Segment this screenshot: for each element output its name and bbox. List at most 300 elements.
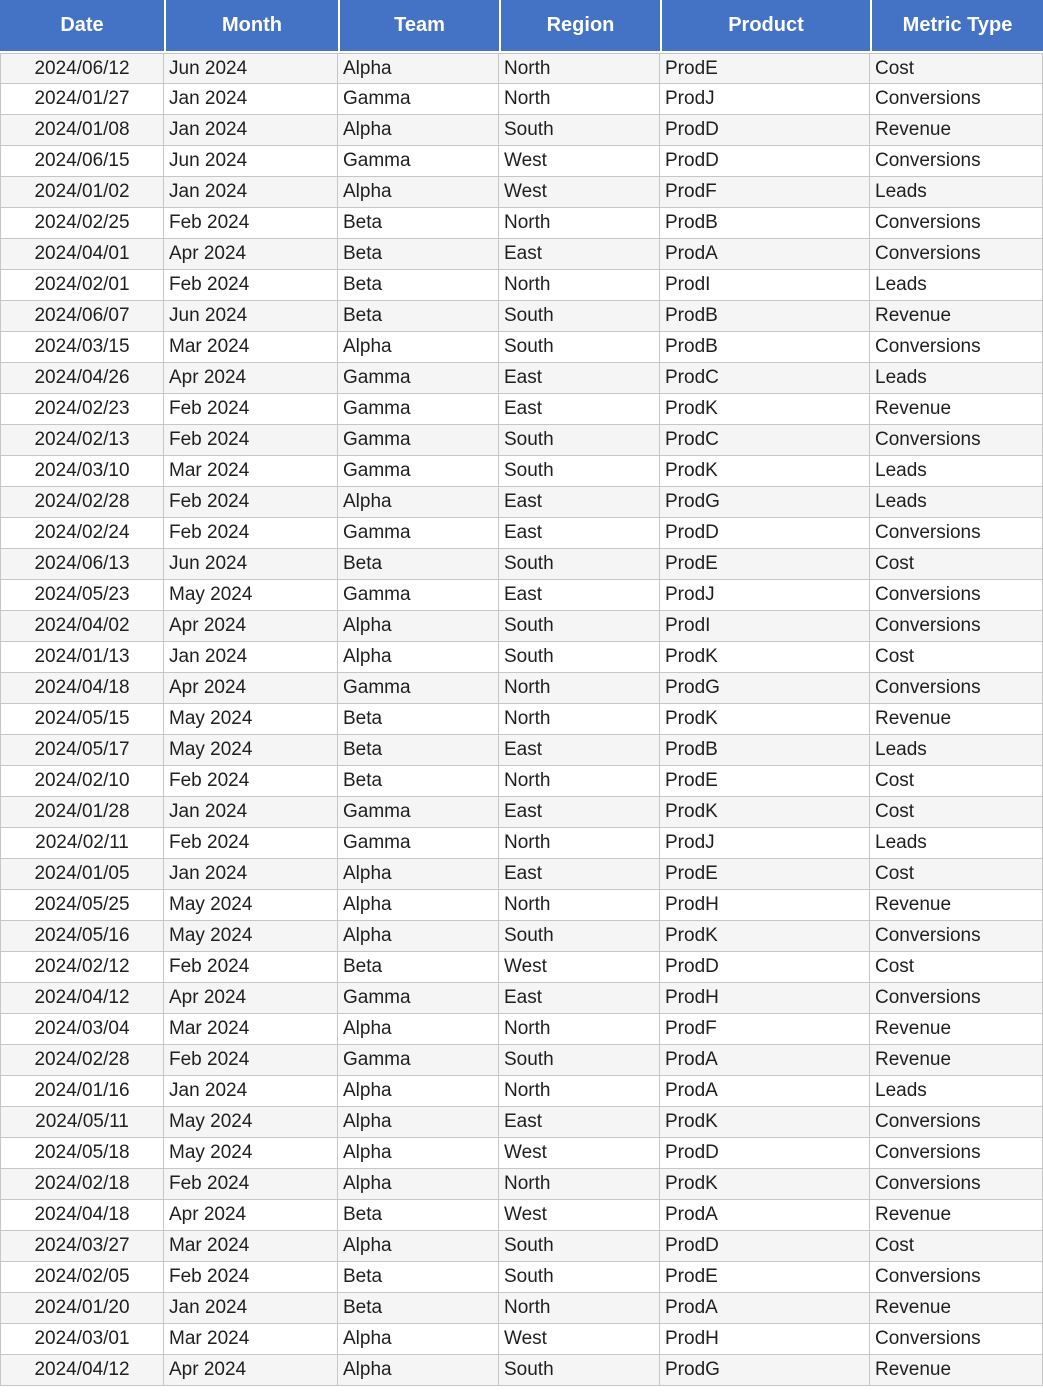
cell-month: Jan 2024 (164, 797, 338, 828)
cell-team: Alpha (338, 1324, 499, 1355)
cell-date: 2024/04/12 (0, 1355, 164, 1386)
cell-month: Jan 2024 (164, 1076, 338, 1107)
cell-region: West (499, 1200, 660, 1231)
cell-team: Alpha (338, 332, 499, 363)
cell-region: South (499, 1262, 660, 1293)
cell-region: East (499, 394, 660, 425)
cell-date: 2024/03/10 (0, 456, 164, 487)
cell-region: East (499, 1107, 660, 1138)
cell-month: Feb 2024 (164, 208, 338, 239)
cell-month: May 2024 (164, 921, 338, 952)
cell-date: 2024/02/28 (0, 1045, 164, 1076)
cell-product: ProdG (660, 1355, 870, 1386)
cell-date: 2024/01/27 (0, 84, 164, 115)
cell-product: ProdF (660, 177, 870, 208)
cell-team: Alpha (338, 642, 499, 673)
cell-metric-type: Leads (870, 487, 1043, 518)
cell-region: North (499, 890, 660, 921)
cell-region: West (499, 177, 660, 208)
table-row (0, 611, 1043, 642)
table-row (0, 673, 1043, 704)
cell-date: 2024/03/04 (0, 1014, 164, 1045)
cell-month: Jan 2024 (164, 642, 338, 673)
cell-date: 2024/01/13 (0, 642, 164, 673)
cell-date: 2024/01/08 (0, 115, 164, 146)
table-row (0, 363, 1043, 394)
table-row (0, 177, 1043, 208)
cell-date: 2024/01/02 (0, 177, 164, 208)
cell-team: Alpha (338, 921, 499, 952)
table-row (0, 115, 1043, 146)
cell-date: 2024/02/24 (0, 518, 164, 549)
cell-team: Gamma (338, 394, 499, 425)
cell-month: Feb 2024 (164, 828, 338, 859)
cell-team: Alpha (338, 1169, 499, 1200)
cell-metric-type: Conversions (870, 84, 1043, 115)
header-row (0, 0, 1043, 53)
cell-metric-type: Leads (870, 270, 1043, 301)
cell-month: Feb 2024 (164, 425, 338, 456)
cell-metric-type: Cost (870, 642, 1043, 673)
cell-month: Jan 2024 (164, 859, 338, 890)
cell-date: 2024/05/17 (0, 735, 164, 766)
table-row (0, 332, 1043, 363)
cell-date: 2024/02/13 (0, 425, 164, 456)
cell-product: ProdD (660, 1231, 870, 1262)
cell-date: 2024/06/07 (0, 301, 164, 332)
cell-date: 2024/04/18 (0, 673, 164, 704)
cell-month: Jan 2024 (164, 1293, 338, 1324)
cell-month: May 2024 (164, 580, 338, 611)
cell-product: ProdD (660, 115, 870, 146)
cell-metric-type: Revenue (870, 301, 1043, 332)
cell-date: 2024/01/28 (0, 797, 164, 828)
cell-metric-type: Conversions (870, 921, 1043, 952)
cell-metric-type: Cost (870, 952, 1043, 983)
cell-date: 2024/05/16 (0, 921, 164, 952)
cell-region: North (499, 828, 660, 859)
cell-metric-type: Revenue (870, 1045, 1043, 1076)
cell-team: Alpha (338, 1355, 499, 1386)
cell-month: Apr 2024 (164, 1355, 338, 1386)
cell-team: Gamma (338, 983, 499, 1014)
cell-team: Beta (338, 239, 499, 270)
cell-region: West (499, 1324, 660, 1355)
cell-month: Jun 2024 (164, 53, 338, 84)
cell-product: ProdA (660, 1293, 870, 1324)
cell-metric-type: Conversions (870, 580, 1043, 611)
column-header-month: Month (164, 0, 338, 53)
cell-metric-type: Leads (870, 363, 1043, 394)
table-row (0, 952, 1043, 983)
cell-month: Feb 2024 (164, 952, 338, 983)
cell-date: 2024/02/12 (0, 952, 164, 983)
cell-metric-type: Cost (870, 53, 1043, 84)
table-row (0, 642, 1043, 673)
cell-region: North (499, 766, 660, 797)
table-row (0, 890, 1043, 921)
table-row (0, 549, 1043, 580)
cell-metric-type: Conversions (870, 208, 1043, 239)
table-row (0, 394, 1043, 425)
cell-product: ProdH (660, 983, 870, 1014)
cell-date: 2024/05/15 (0, 704, 164, 735)
cell-date: 2024/04/18 (0, 1200, 164, 1231)
cell-region: South (499, 456, 660, 487)
cell-metric-type: Cost (870, 1231, 1043, 1262)
cell-month: Feb 2024 (164, 1045, 338, 1076)
cell-product: ProdE (660, 53, 870, 84)
cell-region: East (499, 580, 660, 611)
cell-date: 2024/03/01 (0, 1324, 164, 1355)
cell-metric-type: Leads (870, 177, 1043, 208)
cell-product: ProdJ (660, 828, 870, 859)
cell-team: Alpha (338, 890, 499, 921)
cell-team: Beta (338, 952, 499, 983)
cell-metric-type: Revenue (870, 890, 1043, 921)
cell-product: ProdK (660, 394, 870, 425)
cell-team: Beta (338, 766, 499, 797)
cell-metric-type: Conversions (870, 1169, 1043, 1200)
cell-region: North (499, 84, 660, 115)
cell-region: East (499, 487, 660, 518)
cell-region: North (499, 53, 660, 84)
cell-product: ProdE (660, 859, 870, 890)
cell-team: Gamma (338, 363, 499, 394)
cell-team: Beta (338, 1200, 499, 1231)
cell-metric-type: Revenue (870, 1355, 1043, 1386)
cell-metric-type: Conversions (870, 1324, 1043, 1355)
cell-region: South (499, 301, 660, 332)
table-header (0, 0, 1043, 53)
cell-team: Gamma (338, 84, 499, 115)
cell-date: 2024/02/28 (0, 487, 164, 518)
cell-region: South (499, 642, 660, 673)
cell-region: South (499, 1045, 660, 1076)
table-row (0, 208, 1043, 239)
cell-team: Beta (338, 1293, 499, 1324)
cell-region: North (499, 704, 660, 735)
cell-product: ProdB (660, 208, 870, 239)
cell-month: Apr 2024 (164, 611, 338, 642)
cell-team: Alpha (338, 53, 499, 84)
cell-team: Beta (338, 1262, 499, 1293)
cell-team: Alpha (338, 487, 499, 518)
table-row (0, 301, 1043, 332)
cell-date: 2024/04/12 (0, 983, 164, 1014)
cell-date: 2024/06/15 (0, 146, 164, 177)
cell-region: West (499, 1138, 660, 1169)
cell-date: 2024/05/18 (0, 1138, 164, 1169)
cell-product: ProdC (660, 425, 870, 456)
cell-metric-type: Conversions (870, 673, 1043, 704)
cell-product: ProdE (660, 766, 870, 797)
table-row (0, 146, 1043, 177)
cell-metric-type: Conversions (870, 983, 1043, 1014)
cell-product: ProdA (660, 239, 870, 270)
cell-month: Feb 2024 (164, 1169, 338, 1200)
cell-region: East (499, 518, 660, 549)
cell-team: Gamma (338, 425, 499, 456)
cell-month: May 2024 (164, 704, 338, 735)
table-row (0, 828, 1043, 859)
cell-metric-type: Leads (870, 456, 1043, 487)
cell-team: Gamma (338, 673, 499, 704)
cell-metric-type: Leads (870, 735, 1043, 766)
cell-date: 2024/01/20 (0, 1293, 164, 1324)
cell-team: Gamma (338, 580, 499, 611)
table-row (0, 983, 1043, 1014)
cell-product: ProdI (660, 611, 870, 642)
cell-product: ProdJ (660, 84, 870, 115)
cell-month: Apr 2024 (164, 983, 338, 1014)
cell-month: Mar 2024 (164, 456, 338, 487)
table-row (0, 1231, 1043, 1262)
cell-month: Apr 2024 (164, 363, 338, 394)
cell-metric-type: Leads (870, 828, 1043, 859)
cell-metric-type: Revenue (870, 1293, 1043, 1324)
cell-month: Jun 2024 (164, 146, 338, 177)
cell-month: Jun 2024 (164, 549, 338, 580)
column-header-date: Date (0, 0, 164, 53)
cell-month: Jan 2024 (164, 115, 338, 146)
cell-team: Alpha (338, 115, 499, 146)
cell-metric-type: Conversions (870, 332, 1043, 363)
cell-product: ProdF (660, 1014, 870, 1045)
cell-team: Alpha (338, 1107, 499, 1138)
cell-region: North (499, 208, 660, 239)
table-row (0, 1138, 1043, 1169)
cell-date: 2024/02/10 (0, 766, 164, 797)
table-row (0, 580, 1043, 611)
cell-date: 2024/02/01 (0, 270, 164, 301)
cell-region: South (499, 1231, 660, 1262)
cell-team: Gamma (338, 146, 499, 177)
cell-month: Apr 2024 (164, 673, 338, 704)
cell-date: 2024/05/25 (0, 890, 164, 921)
cell-month: May 2024 (164, 1107, 338, 1138)
cell-region: South (499, 921, 660, 952)
cell-product: ProdB (660, 301, 870, 332)
table-row (0, 704, 1043, 735)
table-row (0, 53, 1043, 84)
cell-region: North (499, 1293, 660, 1324)
table-row (0, 1169, 1043, 1200)
cell-metric-type: Conversions (870, 425, 1043, 456)
cell-product: ProdJ (660, 580, 870, 611)
cell-metric-type: Cost (870, 859, 1043, 890)
cell-region: North (499, 1076, 660, 1107)
cell-team: Beta (338, 301, 499, 332)
cell-product: ProdG (660, 487, 870, 518)
cell-date: 2024/06/12 (0, 53, 164, 84)
cell-metric-type: Revenue (870, 394, 1043, 425)
cell-region: North (499, 1169, 660, 1200)
cell-team: Alpha (338, 1076, 499, 1107)
cell-metric-type: Conversions (870, 1262, 1043, 1293)
cell-product: ProdK (660, 704, 870, 735)
cell-region: West (499, 146, 660, 177)
cell-metric-type: Cost (870, 766, 1043, 797)
cell-month: May 2024 (164, 890, 338, 921)
cell-team: Alpha (338, 177, 499, 208)
cell-product: ProdK (660, 642, 870, 673)
table-row (0, 487, 1043, 518)
cell-team: Alpha (338, 1014, 499, 1045)
cell-team: Beta (338, 735, 499, 766)
column-header-product: Product (660, 0, 870, 53)
cell-date: 2024/05/11 (0, 1107, 164, 1138)
cell-region: East (499, 983, 660, 1014)
table-row (0, 1355, 1043, 1386)
cell-product: ProdB (660, 332, 870, 363)
cell-team: Alpha (338, 611, 499, 642)
cell-team: Alpha (338, 1138, 499, 1169)
cell-date: 2024/06/13 (0, 549, 164, 580)
table-row (0, 1076, 1043, 1107)
cell-product: ProdE (660, 1262, 870, 1293)
cell-date: 2024/03/27 (0, 1231, 164, 1262)
cell-region: North (499, 673, 660, 704)
cell-region: East (499, 239, 660, 270)
cell-team: Gamma (338, 518, 499, 549)
cell-product: ProdD (660, 518, 870, 549)
cell-metric-type: Revenue (870, 704, 1043, 735)
cell-month: Mar 2024 (164, 1324, 338, 1355)
cell-month: Jun 2024 (164, 301, 338, 332)
cell-month: Feb 2024 (164, 766, 338, 797)
cell-region: South (499, 115, 660, 146)
table-row (0, 239, 1043, 270)
cell-month: May 2024 (164, 735, 338, 766)
cell-date: 2024/04/01 (0, 239, 164, 270)
table-row (0, 425, 1043, 456)
column-header-team: Team (338, 0, 499, 53)
cell-region: West (499, 952, 660, 983)
cell-date: 2024/02/11 (0, 828, 164, 859)
cell-team: Gamma (338, 828, 499, 859)
cell-team: Gamma (338, 1045, 499, 1076)
cell-region: South (499, 425, 660, 456)
cell-product: ProdG (660, 673, 870, 704)
cell-date: 2024/04/26 (0, 363, 164, 394)
cell-metric-type: Conversions (870, 518, 1043, 549)
cell-team: Alpha (338, 859, 499, 890)
cell-metric-type: Revenue (870, 115, 1043, 146)
table-row (0, 1324, 1043, 1355)
table-row (0, 1293, 1043, 1324)
table-row (0, 1045, 1043, 1076)
cell-metric-type: Leads (870, 1076, 1043, 1107)
table-row (0, 1107, 1043, 1138)
cell-product: ProdK (660, 797, 870, 828)
cell-date: 2024/02/18 (0, 1169, 164, 1200)
cell-product: ProdD (660, 146, 870, 177)
cell-product: ProdB (660, 735, 870, 766)
cell-month: Mar 2024 (164, 332, 338, 363)
cell-team: Gamma (338, 797, 499, 828)
cell-month: Feb 2024 (164, 518, 338, 549)
cell-month: Mar 2024 (164, 1014, 338, 1045)
cell-month: Feb 2024 (164, 1262, 338, 1293)
cell-product: ProdD (660, 952, 870, 983)
table-row (0, 921, 1043, 952)
cell-region: South (499, 1355, 660, 1386)
cell-month: Jan 2024 (164, 84, 338, 115)
cell-date: 2024/01/16 (0, 1076, 164, 1107)
table-row (0, 456, 1043, 487)
cell-team: Beta (338, 208, 499, 239)
cell-region: East (499, 859, 660, 890)
cell-region: South (499, 332, 660, 363)
cell-date: 2024/04/02 (0, 611, 164, 642)
cell-month: Feb 2024 (164, 270, 338, 301)
table-row (0, 518, 1043, 549)
cell-region: East (499, 735, 660, 766)
cell-month: May 2024 (164, 1138, 338, 1169)
table-row (0, 1200, 1043, 1231)
cell-region: East (499, 363, 660, 394)
cell-date: 2024/02/25 (0, 208, 164, 239)
table-row (0, 1262, 1043, 1293)
cell-product: ProdA (660, 1076, 870, 1107)
cell-month: Feb 2024 (164, 487, 338, 518)
cell-product: ProdH (660, 1324, 870, 1355)
cell-product: ProdK (660, 1169, 870, 1200)
cell-region: South (499, 611, 660, 642)
cell-metric-type: Conversions (870, 239, 1043, 270)
cell-date: 2024/02/23 (0, 394, 164, 425)
table-row (0, 735, 1043, 766)
cell-date: 2024/02/05 (0, 1262, 164, 1293)
cell-metric-type: Cost (870, 797, 1043, 828)
cell-region: North (499, 1014, 660, 1045)
column-header-region: Region (499, 0, 660, 53)
cell-team: Alpha (338, 1231, 499, 1262)
table-row (0, 270, 1043, 301)
cell-metric-type: Cost (870, 549, 1043, 580)
cell-product: ProdA (660, 1045, 870, 1076)
cell-team: Beta (338, 549, 499, 580)
cell-product: ProdK (660, 1107, 870, 1138)
cell-product: ProdD (660, 1138, 870, 1169)
cell-metric-type: Conversions (870, 146, 1043, 177)
table-body (0, 53, 1043, 1386)
cell-metric-type: Revenue (870, 1014, 1043, 1045)
cell-date: 2024/03/15 (0, 332, 164, 363)
cell-team: Gamma (338, 456, 499, 487)
cell-date: 2024/05/23 (0, 580, 164, 611)
cell-product: ProdC (660, 363, 870, 394)
cell-team: Beta (338, 704, 499, 735)
cell-region: East (499, 797, 660, 828)
cell-month: Mar 2024 (164, 1231, 338, 1262)
cell-metric-type: Conversions (870, 611, 1043, 642)
table-row (0, 859, 1043, 890)
cell-region: North (499, 270, 660, 301)
cell-month: Apr 2024 (164, 239, 338, 270)
cell-month: Apr 2024 (164, 1200, 338, 1231)
cell-month: Feb 2024 (164, 394, 338, 425)
table-row (0, 766, 1043, 797)
cell-metric-type: Revenue (870, 1200, 1043, 1231)
cell-product: ProdK (660, 456, 870, 487)
cell-date: 2024/01/05 (0, 859, 164, 890)
cell-team: Beta (338, 270, 499, 301)
cell-product: ProdA (660, 1200, 870, 1231)
cell-metric-type: Conversions (870, 1138, 1043, 1169)
table-row (0, 797, 1043, 828)
